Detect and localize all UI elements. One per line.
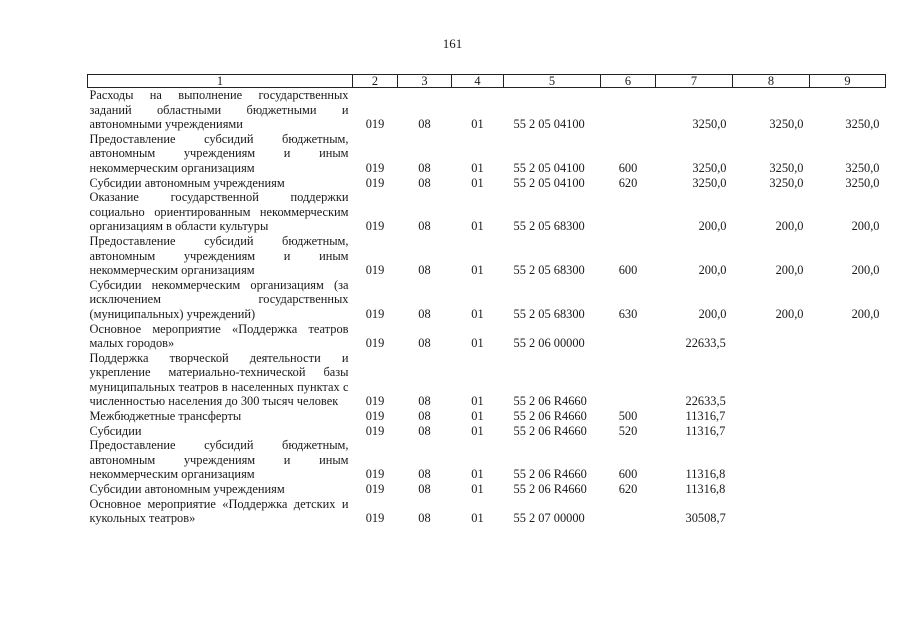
table-row xyxy=(88,132,886,176)
row-subsection: 01 xyxy=(471,175,484,190)
table-row xyxy=(88,351,886,409)
row-name: Предоставление субсидий бюджетным, автономным учреждениям и иным некоммерческим организациям xyxy=(89,438,349,482)
table-row xyxy=(88,234,886,278)
row-amount-col8: 200,0 xyxy=(775,263,804,278)
column-header: 3 xyxy=(398,75,452,88)
row-admin-code: 019 xyxy=(365,117,385,132)
row-amount-col7: 200,0 xyxy=(698,219,727,234)
row-name: Основное мероприятие «Поддержка театров малых городов» xyxy=(89,321,349,351)
table-row xyxy=(88,409,886,424)
page-number: 161 xyxy=(442,36,463,51)
row-name: Субсидии некоммерческим организациям (за исключением государственных (муниципальных) учреждений) xyxy=(89,277,349,321)
row-section: 08 xyxy=(418,394,431,409)
row-amount-col7: 30508,7 xyxy=(685,511,726,526)
row-section: 08 xyxy=(418,219,431,234)
row-amount-col8: 3250,0 xyxy=(769,160,804,175)
table-row xyxy=(88,278,886,322)
row-section: 08 xyxy=(418,117,431,132)
row-expense-type: 600 xyxy=(618,263,638,278)
row-target-article: 55 2 06 R4660 xyxy=(513,467,587,482)
row-section: 08 xyxy=(418,160,431,175)
row-amount-col7: 3250,0 xyxy=(692,160,727,175)
row-section: 08 xyxy=(418,423,431,438)
row-target-article: 55 2 06 R4660 xyxy=(513,482,587,497)
column-header: 5 xyxy=(504,75,601,88)
row-amount-col7: 11316,7 xyxy=(685,409,726,424)
column-header: 6 xyxy=(601,75,656,88)
table-row xyxy=(88,438,886,482)
row-target-article: 55 2 05 68300 xyxy=(513,263,585,278)
row-subsection: 01 xyxy=(471,423,484,438)
row-amount-col9: 200,0 xyxy=(851,219,880,234)
row-subsection: 01 xyxy=(471,160,484,175)
row-section: 08 xyxy=(418,263,431,278)
row-admin-code: 019 xyxy=(365,511,385,526)
column-header: 1 xyxy=(88,75,353,88)
row-name: Субсидии автономным учреждениям xyxy=(89,175,285,190)
row-target-article: 55 2 06 R4660 xyxy=(513,409,587,424)
row-amount-col7: 11316,8 xyxy=(685,482,726,497)
row-target-article: 55 2 06 R4660 xyxy=(513,423,587,438)
row-expense-type: 500 xyxy=(618,409,638,424)
row-expense-type: 620 xyxy=(618,175,638,190)
table-row xyxy=(88,190,886,234)
row-section: 08 xyxy=(418,409,431,424)
row-subsection: 01 xyxy=(471,409,484,424)
row-admin-code: 019 xyxy=(365,409,385,424)
row-admin-code: 019 xyxy=(365,482,385,497)
row-amount-col9 xyxy=(810,424,886,439)
row-amount-col8 xyxy=(733,438,810,482)
column-header: 4 xyxy=(452,75,504,88)
row-name: Поддержка творческой деятельности и укрепление материально-технической базы муниципальных театров в населенных пунктах с численностью населения до 300 тысяч человек xyxy=(89,350,349,409)
table-row xyxy=(88,322,886,351)
row-amount-col8 xyxy=(733,351,810,409)
row-name: Расходы на выполнение государственных заданий областными бюджетными и автономными учреждениями xyxy=(89,88,349,132)
row-subsection: 01 xyxy=(471,219,484,234)
row-amount-col9: 3250,0 xyxy=(845,175,880,190)
row-target-article: 55 2 05 68300 xyxy=(513,219,585,234)
row-amount-col7: 3250,0 xyxy=(692,117,727,132)
row-expense-type: 600 xyxy=(618,160,638,175)
row-target-article: 55 2 06 R4660 xyxy=(513,394,587,409)
row-amount-col7: 11316,8 xyxy=(685,467,726,482)
row-amount-col8 xyxy=(733,409,810,424)
row-subsection: 01 xyxy=(471,394,484,409)
row-amount-col7: 11316,7 xyxy=(685,423,726,438)
row-amount-col9 xyxy=(810,351,886,409)
row-target-article: 55 2 07 00000 xyxy=(513,511,585,526)
row-expense-type: 630 xyxy=(618,306,638,321)
row-amount-col8: 200,0 xyxy=(775,306,804,321)
row-subsection: 01 xyxy=(471,263,484,278)
table-header xyxy=(88,75,886,88)
row-name: Межбюджетные трансферты xyxy=(89,409,242,424)
row-name: Оказание государственной поддержки социально ориентированным некоммерческим организациям в области культуры xyxy=(89,190,349,234)
row-amount-col8 xyxy=(733,322,810,351)
row-name: Основное мероприятие «Поддержка детских и кукольных театров» xyxy=(89,496,349,526)
row-admin-code: 019 xyxy=(365,467,385,482)
column-header: 7 xyxy=(656,75,733,88)
row-amount-col7: 200,0 xyxy=(698,263,727,278)
row-amount-col9: 3250,0 xyxy=(845,160,880,175)
row-name: Предоставление субсидий бюджетным, автономным учреждениям и иным некоммерческим организациям xyxy=(89,233,349,278)
row-section: 08 xyxy=(418,336,431,351)
row-expense-type xyxy=(601,190,656,234)
column-header: 2 xyxy=(353,75,398,88)
row-amount-col9: 200,0 xyxy=(851,263,880,278)
row-section: 08 xyxy=(418,175,431,190)
row-subsection: 01 xyxy=(471,306,484,321)
row-amount-col8 xyxy=(733,497,810,526)
row-admin-code: 019 xyxy=(365,263,385,278)
row-amount-col9 xyxy=(810,482,886,497)
row-amount-col9 xyxy=(810,322,886,351)
row-expense-type: 520 xyxy=(618,423,638,438)
row-section: 08 xyxy=(418,482,431,497)
row-subsection: 01 xyxy=(471,482,484,497)
row-subsection: 01 xyxy=(471,467,484,482)
row-amount-col9: 3250,0 xyxy=(845,117,880,132)
row-amount-col9 xyxy=(810,409,886,424)
row-amount-col9: 200,0 xyxy=(851,306,880,321)
row-admin-code: 019 xyxy=(365,219,385,234)
row-subsection: 01 xyxy=(471,117,484,132)
table-body xyxy=(88,88,886,526)
table-row xyxy=(88,88,886,132)
row-name: Субсидии xyxy=(89,423,142,438)
row-section: 08 xyxy=(418,306,431,321)
row-expense-type: 600 xyxy=(618,467,638,482)
row-amount-col8: 3250,0 xyxy=(769,117,804,132)
row-amount-col8 xyxy=(733,482,810,497)
table-row xyxy=(88,176,886,191)
row-amount-col8: 3250,0 xyxy=(769,175,804,190)
row-subsection: 01 xyxy=(471,511,484,526)
row-name: Предоставление субсидий бюджетным, автономным учреждениям и иным некоммерческим организациям xyxy=(89,131,349,175)
table-row xyxy=(88,482,886,497)
column-header: 8 xyxy=(733,75,810,88)
column-header: 9 xyxy=(810,75,886,88)
row-amount-col8 xyxy=(733,424,810,439)
row-amount-col9 xyxy=(810,438,886,482)
table-row xyxy=(88,497,886,526)
row-amount-col9 xyxy=(810,497,886,526)
row-target-article: 55 2 05 04100 xyxy=(513,175,585,190)
row-target-article: 55 2 05 68300 xyxy=(513,306,585,321)
row-subsection: 01 xyxy=(471,336,484,351)
row-expense-type xyxy=(601,497,656,526)
row-expense-type xyxy=(601,322,656,351)
row-expense-type: 620 xyxy=(618,482,638,497)
budget-table xyxy=(87,74,886,526)
row-section: 08 xyxy=(418,467,431,482)
row-target-article: 55 2 06 00000 xyxy=(513,336,585,351)
row-admin-code: 019 xyxy=(365,306,385,321)
row-admin-code: 019 xyxy=(365,394,385,409)
table-row xyxy=(88,424,886,439)
row-name: Субсидии автономным учреждениям xyxy=(89,482,285,497)
row-section: 08 xyxy=(418,511,431,526)
row-amount-col7: 22633,5 xyxy=(685,336,726,351)
row-amount-col8: 200,0 xyxy=(775,219,804,234)
row-admin-code: 019 xyxy=(365,160,385,175)
row-amount-col7: 3250,0 xyxy=(692,175,727,190)
row-target-article: 55 2 05 04100 xyxy=(513,117,585,132)
row-target-article: 55 2 05 04100 xyxy=(513,160,585,175)
row-expense-type xyxy=(601,351,656,409)
row-amount-col7: 200,0 xyxy=(698,306,727,321)
row-admin-code: 019 xyxy=(365,175,385,190)
row-amount-col7: 22633,5 xyxy=(685,394,726,409)
row-expense-type xyxy=(601,88,656,132)
row-admin-code: 019 xyxy=(365,336,385,351)
row-admin-code: 019 xyxy=(365,423,385,438)
